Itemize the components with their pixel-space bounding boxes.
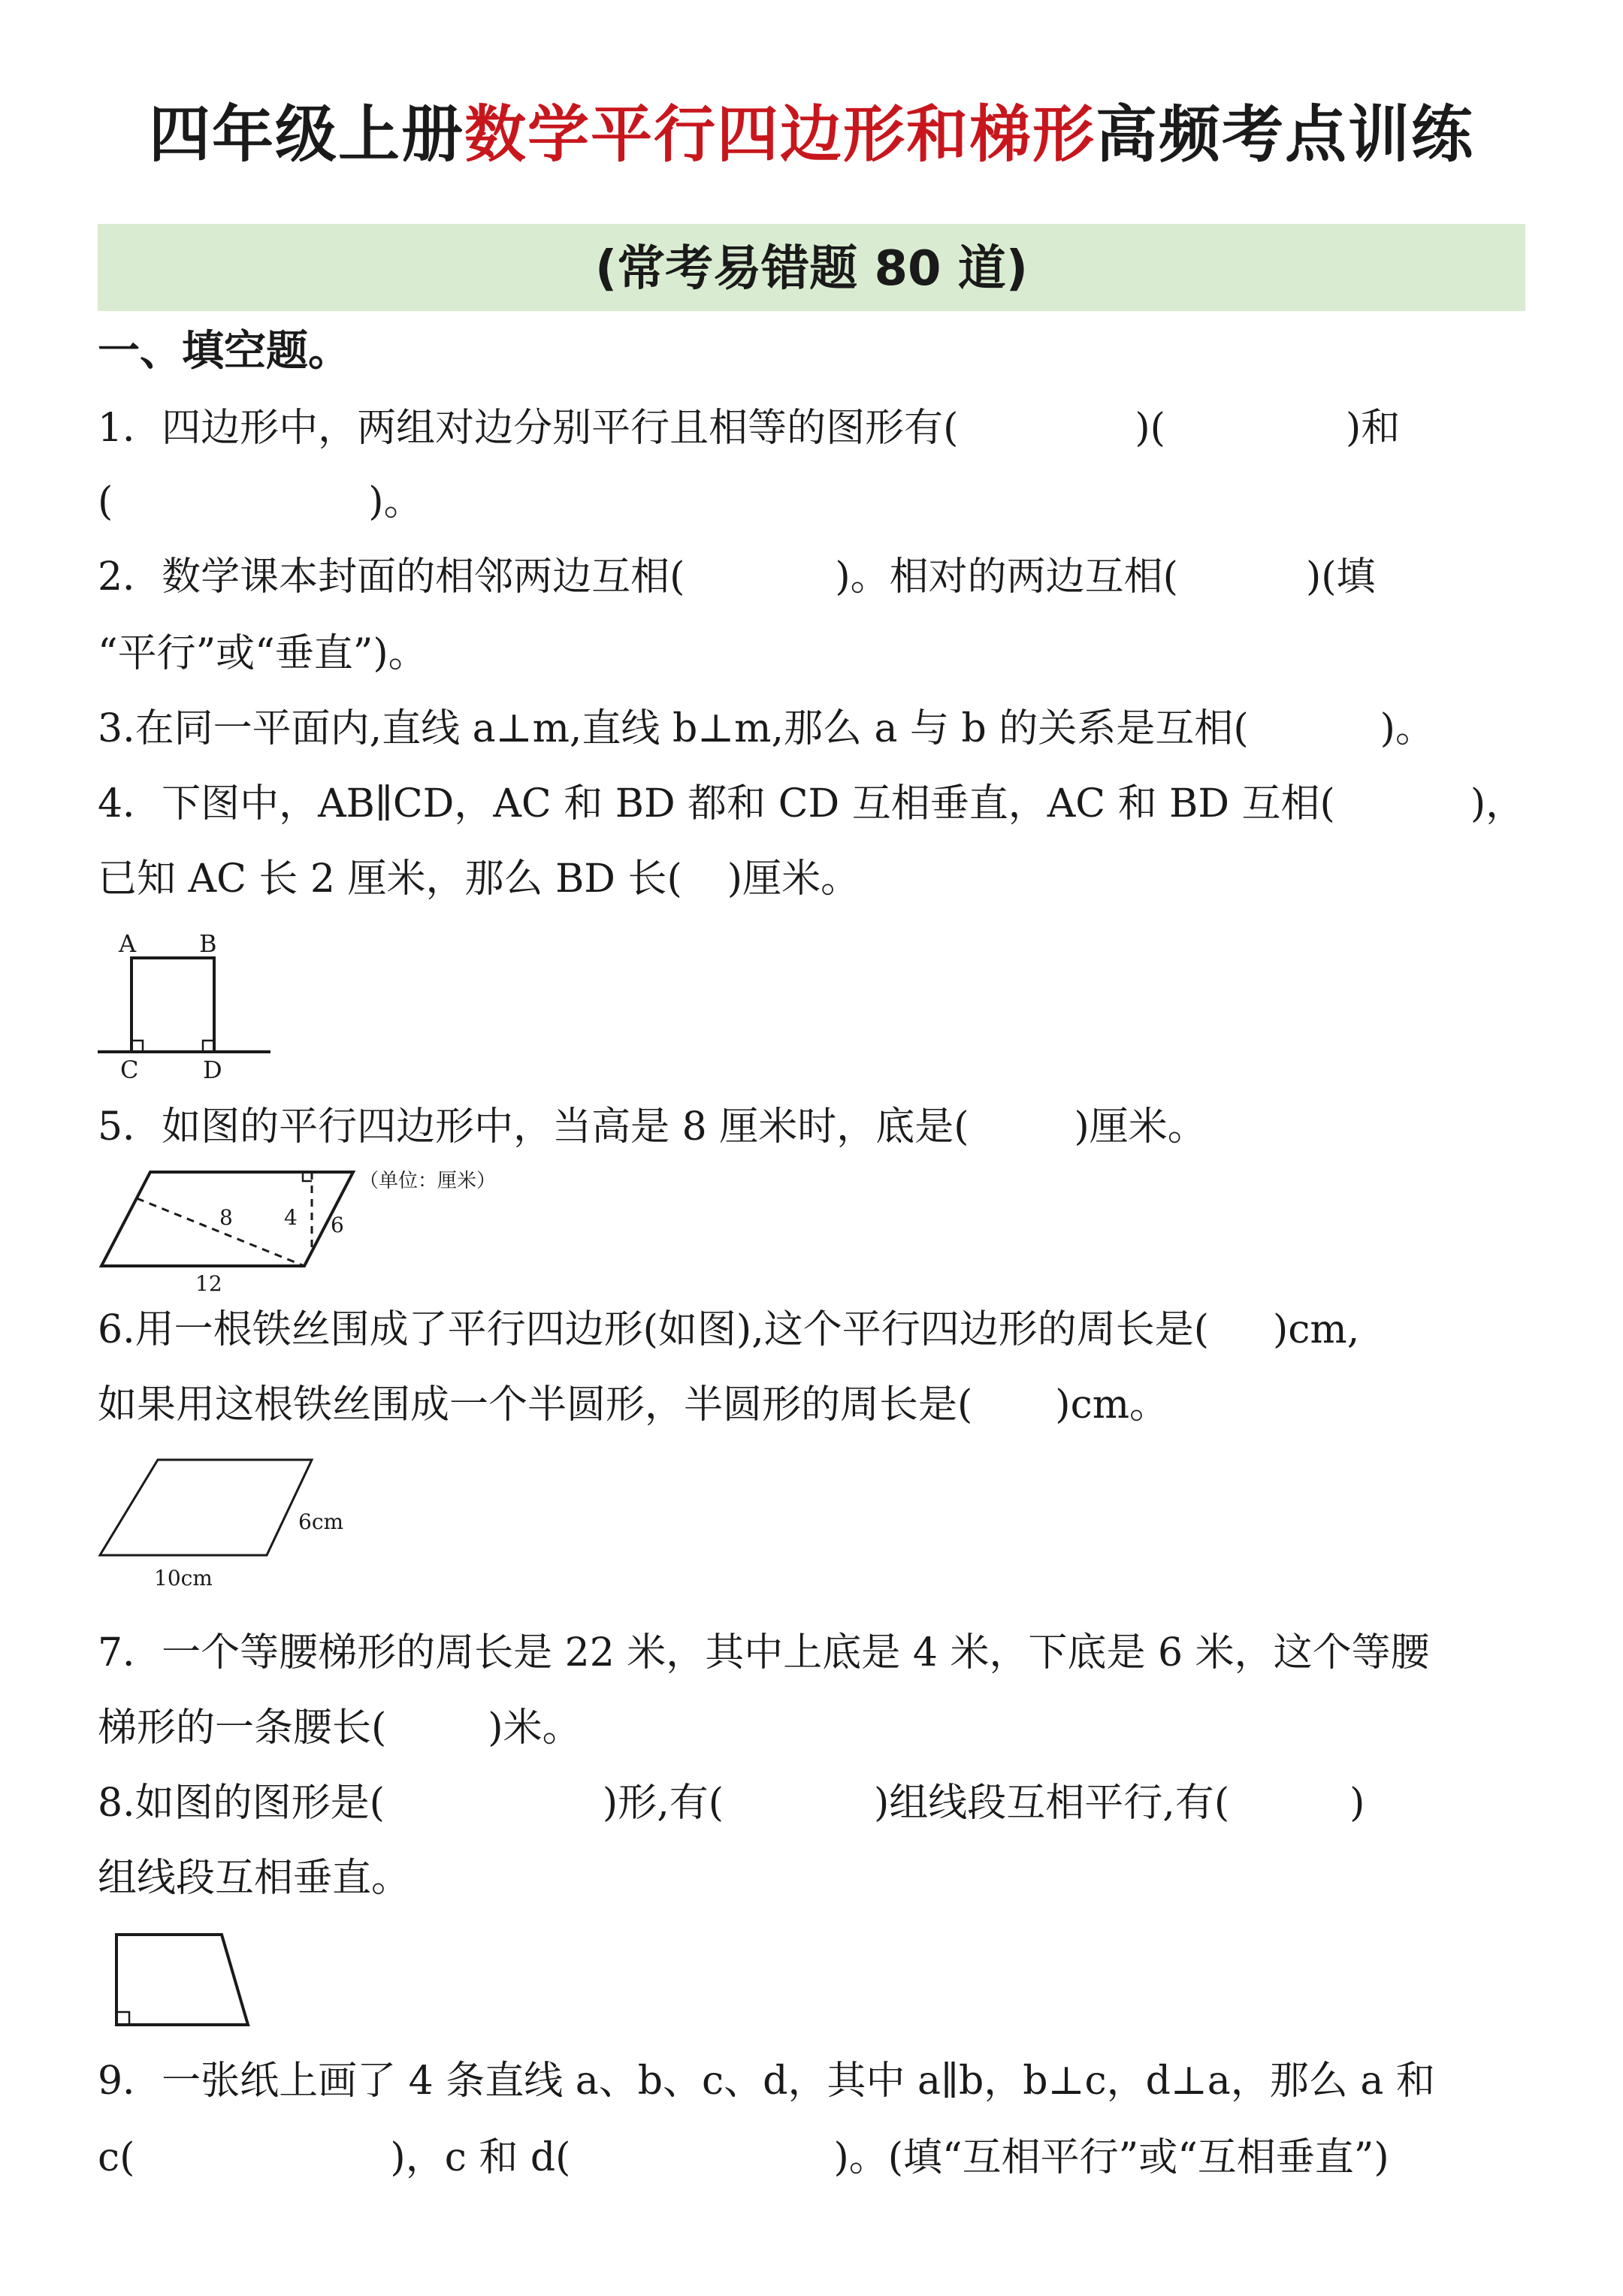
question-6-line-2 [98, 1375, 1529, 1435]
question-8-line-1 [98, 1773, 1529, 1833]
figure-q8-right-trapezoid [113, 1931, 263, 2029]
label-b: B [199, 929, 217, 958]
q1-text-b: )( [1135, 406, 1165, 451]
question-4-line-1 [98, 774, 1529, 834]
question-2-line-2: “平行”或“垂直”)。 [98, 631, 428, 676]
section-heading: 一、填空题。 [98, 327, 350, 376]
figure-q5-parallelogram [90, 1165, 541, 1300]
q9-text-a: c( [98, 2135, 135, 2180]
page-title [0, 98, 1623, 173]
q2-text-c: )(填 [1305, 554, 1376, 600]
q5-text-a: 5．如图的平行四边形中，当高是 8 厘米时，底是( [98, 1104, 969, 1150]
question-1-line-2 [98, 472, 1529, 532]
right-angle-mark [116, 2012, 129, 2025]
unit-note: （单位：厘米） [359, 1170, 497, 1192]
q1-text-a: 1．四边形中，两组对边分别平行且相等的图形有( [98, 406, 959, 451]
question-9-line-1: 9．一张纸上画了 4 条直线 a、b、c、d，其中 a∥b，b⊥c，d⊥a，那么 a 和 [98, 2059, 1435, 2104]
q9-text-b: )，c 和 d( [390, 2135, 571, 2180]
question-6-line-1 [98, 1300, 1529, 1360]
label-c: C [120, 1056, 139, 1084]
right-angle-mark-d [203, 1041, 214, 1052]
q6-text-a: 6.用一根铁丝围成了平行四边形(如图),这个平行四边形的周长是( [98, 1307, 1210, 1352]
q1-text-d: ( [98, 479, 113, 524]
q1-text-e: )。 [368, 479, 423, 524]
label-6cm: 6cm [298, 1509, 344, 1534]
q3-text-a: 3.在同一平面内,直线 a⊥m,直线 b⊥m,那么 a 与 b 的关系是互相( [98, 706, 1249, 751]
right-angle-mark-c [131, 1041, 143, 1052]
q6-text-c: 如果用这根铁丝围成一个半圆形，半圆形的周长是( [98, 1382, 973, 1427]
label-6: 6 [331, 1213, 344, 1237]
q8-text-a: 8.如图的图形是( [98, 1781, 385, 1826]
q3-text-b: )。 [1380, 706, 1434, 751]
title-highlight: 数学平行四边形和梯形 [464, 99, 1096, 171]
q4-text-d: )厘米。 [727, 856, 860, 902]
q5-text-b: )厘米。 [1074, 1104, 1207, 1150]
title-suffix: 高频考点训练 [1096, 99, 1475, 171]
parallelogram [100, 1460, 312, 1555]
q9-text-c: )。(填“互相平行”或“互相垂直”) [833, 2135, 1389, 2180]
q4-text-c: 已知 AC 长 2 厘米，那么 BD 长( [98, 856, 682, 902]
label-10cm: 10cm [154, 1566, 213, 1591]
q7-text-a: 梯形的一条腰长( [98, 1705, 387, 1751]
q1-text-c: )和 [1345, 406, 1401, 451]
q2-text-a: 2．数学课本封面的相邻两边互相( [98, 554, 685, 600]
right-trapezoid [116, 1935, 248, 2025]
q4-text-b: )， [1470, 781, 1525, 826]
question-3-line-1 [98, 699, 1529, 759]
figure-q6-parallelogram [94, 1454, 364, 1597]
q2-text-b: )。相对的两边互相( [835, 554, 1178, 600]
question-1-line-1 [98, 398, 1529, 458]
question-2-line-1 [98, 547, 1529, 607]
q4-text-a: 4．下图中，AB∥CD，AC 和 BD 都和 CD 互相垂直，AC 和 BD 互相( [98, 781, 1335, 826]
label-4: 4 [284, 1205, 298, 1230]
q6-text-d: )cm。 [1055, 1382, 1169, 1427]
q8-text-d: ) [1349, 1781, 1365, 1826]
title-prefix: 四年级上册 [148, 99, 464, 171]
question-4-line-2 [98, 849, 1529, 909]
figure-q4-rectangle [94, 928, 289, 1086]
q6-text-b: )cm, [1273, 1307, 1360, 1352]
label-a: A [119, 929, 137, 958]
question-9-line-2 [98, 2128, 1529, 2188]
q8-text-b: )形,有( [602, 1781, 724, 1826]
subtitle: (常考易错题 80 道) [594, 241, 1029, 297]
question-5-line-1 [98, 1097, 1529, 1157]
question-8-line-2: 组线段互相垂直。 [98, 1856, 411, 1901]
question-7-line-2 [98, 1698, 1529, 1758]
label-12: 12 [195, 1271, 222, 1296]
q8-text-c: )组线段互相平行,有( [874, 1781, 1230, 1826]
label-8: 8 [219, 1205, 233, 1230]
question-7-line-1: 7．一个等腰梯形的周长是 22 米，其中上底是 4 米，下底是 6 米，这个等腰 [98, 1630, 1430, 1675]
label-d: D [203, 1056, 222, 1084]
rectangle-abdc [131, 958, 214, 1052]
q7-text-b: )米。 [488, 1705, 582, 1751]
